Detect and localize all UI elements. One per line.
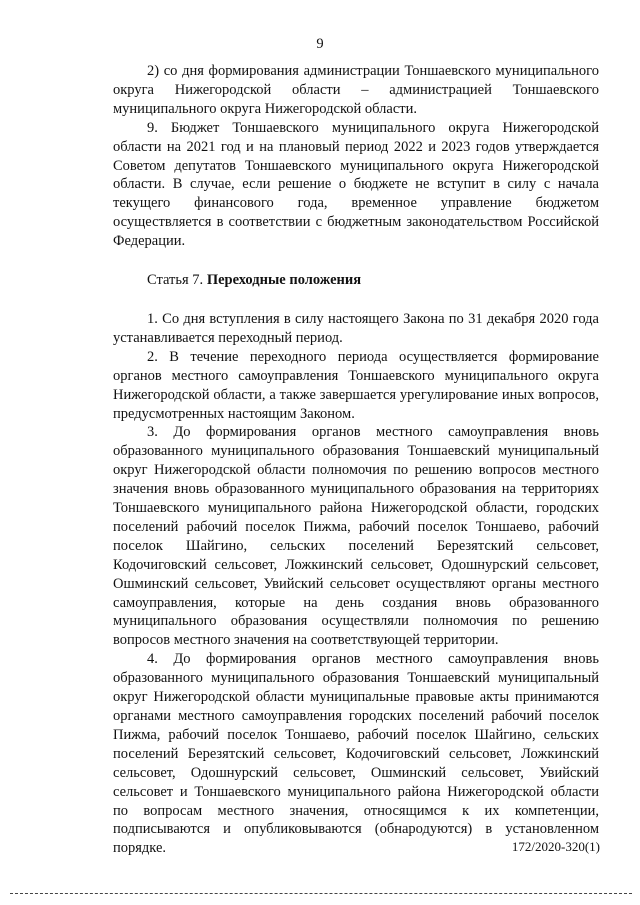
article-title: Переходные положения (206, 272, 362, 289)
document-body (113, 62, 599, 858)
article-paragraph-1: 1. Со дня вступления в силу настоящего Закона по 31 декабря 2020 года устанавливается переходный период. (113, 310, 599, 346)
document-code: 172/2020-320(1) (511, 839, 600, 854)
page-bottom-divider (10, 893, 632, 894)
article-paragraph-3: 3. До формирования органов местного самоуправления вновь образованного муниципального образования Тоншаевский муниципальный округ Нижегородской области полномочия по решению вопросов местного значения вновь образованного муниципального образования на территориях Тоншаевского муниципального района Нижегородской области, городских поселений рабочий поселок Пижма, рабочий поселок Тоншаево, рабочий поселок Шайгино, сельских поселений Березятский сельсовет, Кодочиговский сельсовет, Ложкинский сельсовет, Одошнурский сельсовет, Ошминский сельсовет, Увийский сельсовет осуществляют органы местного самоуправления, которые на день создания вновь образованного муниципального образования осуществляли полномочия по решению вопросов местного значения на соответствующей территории. (113, 424, 599, 649)
paragraph-item-2: 2) со дня формирования администрации Тоншаевского муниципального округа Нижегородской области – администрацией Тоншаевского муниципального округа Нижегородской области. (113, 63, 599, 117)
article-heading (113, 271, 599, 290)
article-paragraph-2: 2. В течение переходного периода осуществляется формирование органов местного самоуправления Тоншаевского муниципального округа Нижегородской области, а также завершается урегулирование иных вопросов, предусмотренных настоящим Законом. (113, 348, 599, 422)
article-paragraph-4: 4. До формирования органов местного самоуправления вновь образованного муниципального образования Тоншаевский муниципальный округ Нижегородской области муниципальные правовые акты принимаются органами местного самоуправления городских поселений рабочий поселок Пижма, рабочий поселок Тоншаево, рабочий поселок Шайгино, сельских поселений Березятский сельсовет, Кодочиговский сельсовет, Ложкинский сельсовет, Одошнурский сельсовет, Ошминский сельсовет, Увийский сельсовет и Тоншаевского муниципального района Нижегородской области по вопросам местного значения, относящимся к их компетенции, подписываются и опубликовываются (обнародуются) в установленном порядке. (113, 651, 599, 857)
paragraph-item-9: 9. Бюджет Тоншаевского муниципального округа Нижегородской области на 2021 год и на плановый период 2022 и 2023 годов утверждается Советом депутатов Тоншаевского муниципального округа Нижегородской области. В случае, если решение о бюджете не вступит в силу с начала текущего финансового года, временное управление бюджетом осуществляется в соответствии с бюджетным законодательством Российской Федерации. (113, 119, 599, 250)
article-prefix: Статья 7. (147, 272, 204, 289)
page-number: 9 (316, 36, 324, 52)
